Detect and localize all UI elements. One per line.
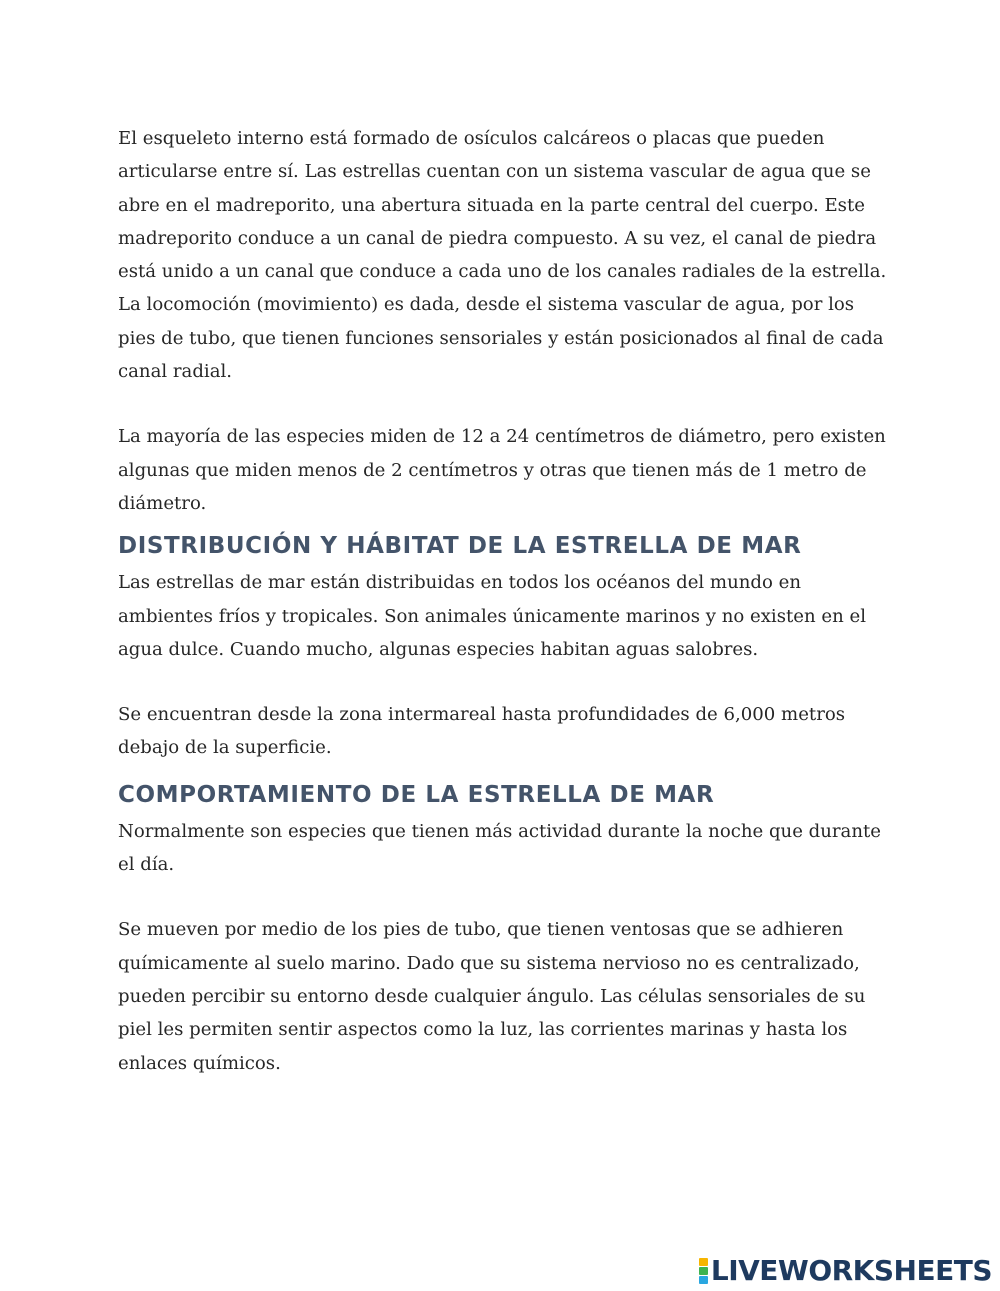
heading-behavior: COMPORTAMIENTO DE LA ESTRELLA DE MAR xyxy=(118,781,715,808)
liveworksheets-mark-icon xyxy=(699,1258,708,1284)
paragraph-depth: Se encuentran desde la zona intermareal hasta profundidades de 6,000 metros debajo de la superficie. xyxy=(118,704,846,759)
logo-block-blue xyxy=(699,1276,708,1284)
paragraph-skeleton: El esqueleto interno está formado de osículos calcáreos o placas que pueden articularse entre sí. Las estrellas cuentan con un sistema vascular de agua que se abre en el madreporito, una abertura situada en la parte central del cuerpo. Este madreporito conduce a un canal de piedra compuesto. A su vez, el canal de piedra está unido a un canal que conduce a cada uno de los canales radiales de la estrella. La locomoción (movimiento) es dada, desde el sistema vascular de agua, por los pies de tubo, que tienen funciones sensoriales y están posicionados al final de cada canal radial. xyxy=(118,128,887,383)
liveworksheets-logo xyxy=(699,1254,992,1288)
logo-wordmark: LIVEWORKSHEETS xyxy=(710,1254,992,1287)
logo-block-green xyxy=(699,1267,708,1275)
heading-distribution: DISTRIBUCIÓN Y HÁBITAT DE LA ESTRELLA DE MAR xyxy=(118,533,802,560)
document-body xyxy=(118,122,893,1080)
paragraph-activity: Normalmente son especies que tienen más actividad durante la noche que durante el día. xyxy=(118,820,881,876)
paragraph-size: La mayoría de las especies miden de 12 a 24 centímetros de diámetro, pero existen algunas que miden menos de 2 centímetros y otras que tienen más de 1 metro de diámetro. xyxy=(118,426,886,514)
paragraph-distribution: Las estrellas de mar están distribuidas en todos los océanos del mundo en ambientes fríos y tropicales. Son animales únicamente marinos y no existen en el agua dulce. Cuando mucho, algunas especies habitan aguas salobres. xyxy=(118,572,866,660)
logo-block-yellow xyxy=(699,1258,708,1266)
paragraph-movement: Se mueven por medio de los pies de tubo, que tienen ventosas que se adhieren químicamente al suelo marino. Dado que su sistema nervioso no es centralizado, pueden percibir su entorno desde cualquier ángulo. Las células sensoriales de su piel les permiten sentir aspectos como la luz, las corrientes marinas y hasta los enlaces químicos. xyxy=(118,919,866,1074)
